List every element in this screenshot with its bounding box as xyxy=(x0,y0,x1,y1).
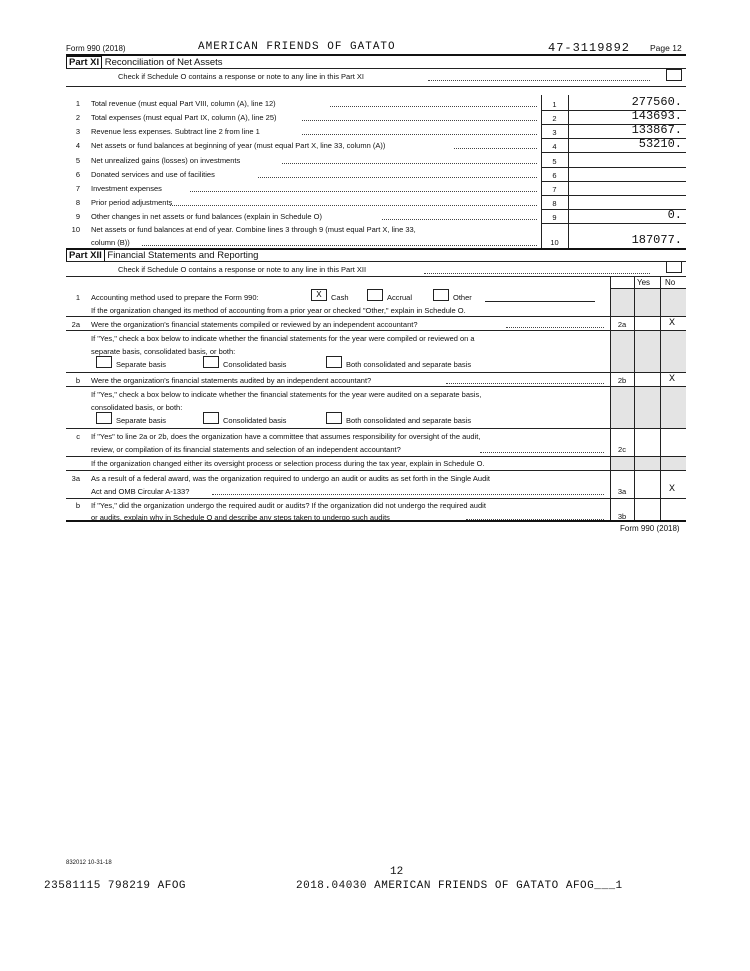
part-xi-label: Part XI xyxy=(66,56,102,69)
line-2a-if-1: If "Yes," check a box below to indicate whether the financial statements for the year were compiled or reviewed on a xyxy=(91,334,475,343)
line-2c-code: 2c xyxy=(618,445,626,454)
line-3a-code: 3a xyxy=(617,487,627,496)
xi-line-num: 5 xyxy=(75,156,80,165)
xi-line-text: Total expenses (must equal Part IX, column (A), line 25) xyxy=(91,113,277,122)
xi-line-text: Donated services and use of facilities xyxy=(91,170,215,179)
footer-left-code: 23581115 798219 AFOG xyxy=(44,880,187,892)
catalog-number: 832012 10-31-18 xyxy=(66,860,112,866)
xi-line-code: 3 xyxy=(552,128,557,137)
line-2b-no: X xyxy=(668,374,675,385)
page-number: 12 xyxy=(390,866,404,878)
xi-line-num: 7 xyxy=(75,184,80,193)
xi-line-text: Total revenue (must equal Part VIII, column (A), line 12) xyxy=(91,99,276,108)
xi-line-code: 9 xyxy=(552,213,557,222)
line-2c-note: If the organization changed either its oversight process or selection process during the tax year, explain in Schedule O. xyxy=(91,459,485,468)
cash-label: Cash xyxy=(331,293,349,302)
line-2b-if-2: consolidated basis, or both: xyxy=(91,403,183,412)
xi-line-code: 1 xyxy=(552,100,557,109)
line-2b-num: b xyxy=(75,376,80,385)
xi-line-num: 8 xyxy=(75,198,80,207)
xi-line-value: 0. xyxy=(667,208,682,222)
2a-both-checkbox[interactable] xyxy=(326,356,342,368)
xi-line-num: 9 xyxy=(75,212,80,221)
xi-line-leader xyxy=(282,163,537,164)
xi-line-num: 6 xyxy=(75,170,80,179)
xi-line-code: 8 xyxy=(552,199,557,208)
other-explain-line[interactable] xyxy=(485,301,595,302)
line-3b-text-1: If "Yes," did the organization undergo the required audit or audits? If the organization did not undergo the required audit xyxy=(91,501,486,510)
line-3a-num: 3a xyxy=(71,474,80,483)
other-label: Other xyxy=(453,293,472,302)
line-10-code: 10 xyxy=(550,238,559,247)
line-10-text-1: Net assets or fund balances at end of year. Combine lines 3 through 9 (must equal Part X, line 33, xyxy=(91,225,416,234)
xi-line-num: 1 xyxy=(75,99,80,108)
line-2c-num: c xyxy=(76,432,80,441)
line-3b-text-2: or audits, explain why in Schedule O and describe any steps taken to undergo such audits xyxy=(91,513,390,522)
accrual-label: Accrual xyxy=(387,293,413,302)
part-xii-title: Financial Statements and Reporting xyxy=(107,250,259,261)
xi-line-rule xyxy=(541,152,686,153)
xi-line-leader xyxy=(258,177,537,178)
xii-line-1-note: If the organization changed its method of accounting from a prior year or checked "Other," explain in Schedule O. xyxy=(91,306,466,315)
xi-line-value: 277560. xyxy=(631,95,682,109)
line-2a-no: X xyxy=(668,318,675,329)
part-xi-title: Reconciliation of Net Assets xyxy=(104,57,223,68)
line-2c-text-2: review, or compilation of its financial statements and selection of an independent accountant? xyxy=(91,445,401,454)
2b-both-label: Both consolidated and separate basis xyxy=(346,416,472,425)
2b-both-checkbox[interactable] xyxy=(326,412,342,424)
2a-consolidated-label: Consolidated basis xyxy=(223,360,287,369)
xi-line-code: 2 xyxy=(552,114,557,123)
no-header: No xyxy=(665,278,676,287)
line-3a-no: X xyxy=(668,484,675,495)
line-2b-if-1: If "Yes," check a box below to indicate whether the financial statements for the year were audited on a separate basis, xyxy=(91,390,482,399)
part-xii-label: Part XII xyxy=(66,249,105,262)
part-xi-check-text: Check if Schedule O contains a response or note to any line in this Part XI xyxy=(118,72,364,81)
form-id: Form 990 (2018) xyxy=(66,44,126,53)
cash-checkbox[interactable]: X xyxy=(311,289,327,301)
line-10-value: 187077. xyxy=(631,233,682,247)
line-2a-if-2: separate basis, consolidated basis, or both: xyxy=(91,347,236,356)
line-3a-text-2: Act and OMB Circular A-133? xyxy=(91,487,190,496)
xi-line-value: 143693. xyxy=(631,109,682,123)
line-3b-code: 3b xyxy=(617,512,627,521)
xi-line-num: 2 xyxy=(75,113,80,122)
xi-line-text: Other changes in net assets or fund balances (explain in Schedule O) xyxy=(91,212,322,221)
xi-line-code: 6 xyxy=(552,171,557,180)
2b-separate-label: Separate basis xyxy=(116,416,167,425)
xi-line-leader xyxy=(302,134,537,135)
xi-line-code: 4 xyxy=(552,142,557,151)
xi-line-text: Prior period adjustments xyxy=(91,198,173,207)
xi-line-text: Revenue less expenses. Subtract line 2 from line 1 xyxy=(91,127,260,136)
xi-line-code: 7 xyxy=(552,185,557,194)
xi-line-value: 53210. xyxy=(638,137,682,151)
xi-line-leader xyxy=(190,191,537,192)
line-2c-text-1: If "Yes" to line 2a or 2b, does the organization have a committee that assumes responsibility for oversight of the audit, xyxy=(91,432,481,441)
xi-line-rule xyxy=(541,181,686,182)
line-2a-code: 2a xyxy=(617,320,627,329)
yes-header: Yes xyxy=(637,278,651,287)
2a-consolidated-checkbox[interactable] xyxy=(203,356,219,368)
2a-both-label: Both consolidated and separate basis xyxy=(346,360,472,369)
ein: 47-3119892 xyxy=(548,41,631,55)
form-footer-label: Form 990 (2018) xyxy=(620,524,680,533)
line-3a-text-1: As a result of a federal award, was the organization required to undergo an audit or audits as set forth in the Single Audit xyxy=(91,474,490,483)
2b-separate-checkbox[interactable] xyxy=(96,412,112,424)
xi-line-text: Investment expenses xyxy=(91,184,162,193)
part-xi-schedule-o-checkbox[interactable] xyxy=(666,69,682,81)
xi-line-rule xyxy=(541,223,686,224)
line-2a-text: Were the organization's financial statements compiled or reviewed by an independent accountant? xyxy=(91,320,418,329)
xi-line-text: Net assets or fund balances at beginning of year (must equal Part X, line 33, column (A)) xyxy=(91,141,386,150)
part-xii-schedule-o-checkbox[interactable] xyxy=(666,261,682,273)
xi-line-leader xyxy=(170,205,537,206)
other-checkbox[interactable] xyxy=(433,289,449,301)
xi-line-text: Net unrealized gains (losses) on investments xyxy=(91,156,241,165)
2a-separate-checkbox[interactable] xyxy=(96,356,112,368)
page-label: Page 12 xyxy=(650,43,682,53)
footer-right-code: 2018.04030 AMERICAN FRIENDS OF GATATO AFOG___1 xyxy=(296,880,623,892)
xi-line-rule xyxy=(541,195,686,196)
2a-separate-label: Separate basis xyxy=(116,360,167,369)
line-3b-num: b xyxy=(75,501,80,510)
xi-line-code: 5 xyxy=(552,157,557,166)
xi-line-num: 3 xyxy=(75,127,80,136)
accrual-checkbox[interactable] xyxy=(367,289,383,301)
line-10-text-2: column (B)) xyxy=(91,238,130,247)
xi-line-leader xyxy=(382,219,537,220)
org-name: AMERICAN FRIENDS OF GATATO xyxy=(198,41,396,53)
line-2a-num: 2a xyxy=(71,320,80,329)
2b-consolidated-checkbox[interactable] xyxy=(203,412,219,424)
xi-line-num: 4 xyxy=(75,141,80,150)
xii-line-1-text: Accounting method used to prepare the Form 990: xyxy=(91,293,259,302)
line-2b-code: 2b xyxy=(617,376,627,385)
line-2b-text: Were the organization's financial statements audited by an independent accountant? xyxy=(91,376,372,385)
line-10-num: 10 xyxy=(71,225,80,234)
xi-line-rule xyxy=(541,167,686,168)
xi-line-leader xyxy=(330,106,537,107)
2b-consolidated-label: Consolidated basis xyxy=(223,416,287,425)
part-xii-check-text: Check if Schedule O contains a response or note to any line in this Part XII xyxy=(118,265,367,274)
xi-line-leader xyxy=(302,120,537,121)
xi-line-value: 133867. xyxy=(631,123,682,137)
xi-line-leader xyxy=(454,148,537,149)
xii-line-1-num: 1 xyxy=(75,293,80,302)
